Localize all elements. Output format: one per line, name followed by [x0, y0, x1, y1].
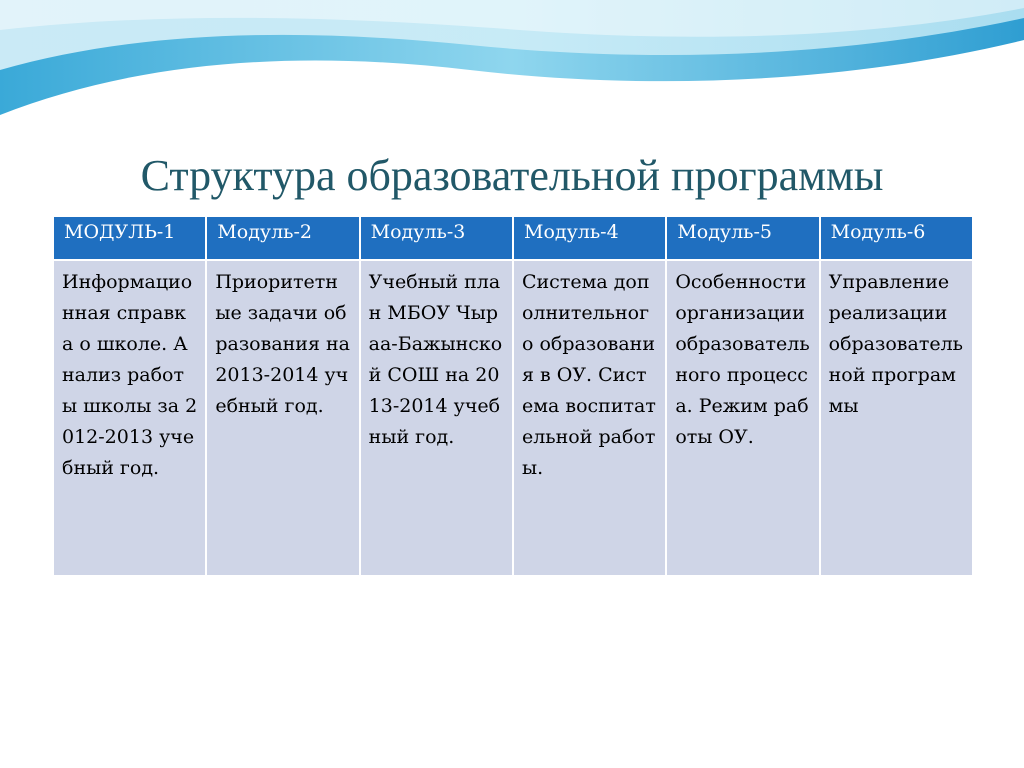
cell-module-2: Приоритетные задачи образования на 2013-2014 учебный год.: [206, 260, 359, 576]
table-row: [53, 260, 973, 576]
table-header-row: [53, 216, 973, 260]
cell-module-5: Особенности организации образовательного процесса. Режим работы ОУ.: [666, 260, 819, 576]
header-module-5: Модуль-5: [666, 216, 819, 260]
slide-title: Структура образовательной программы: [140, 151, 884, 200]
header-module-6: Модуль-6: [820, 216, 973, 260]
header-module-4: Модуль-4: [513, 216, 666, 260]
cell-module-6: Управление реализации образовательной программы: [820, 260, 973, 576]
header-module-3: Модуль-3: [360, 216, 513, 260]
cell-module-3: Учебный план МБОУ Чыраа-Бажынской СОШ на 2013-2014 учебный год.: [360, 260, 513, 576]
cell-module-4: Система дополнительного образования в ОУ. Система воспитательной работы.: [513, 260, 666, 576]
header-module-1: МОДУЛЬ-1: [53, 216, 206, 260]
cell-module-1: Информационная справка о школе. Анализ работы школы за 2012-2013 учебный год.: [53, 260, 206, 576]
header-module-2: Модуль-2: [206, 216, 359, 260]
modules-table: [52, 215, 974, 577]
wave-header-decoration: [0, 0, 1024, 130]
